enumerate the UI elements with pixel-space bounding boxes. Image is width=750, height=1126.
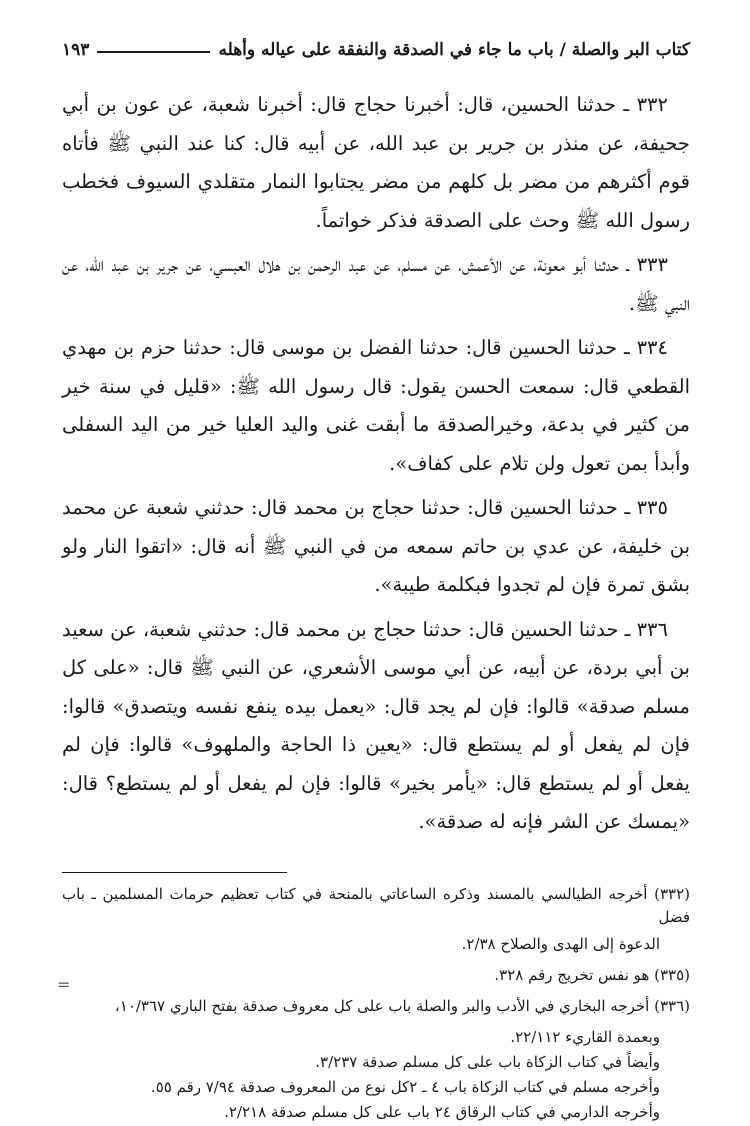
hadith-332: ٣٣٢ ـ حدثنا الحسين، قال: أخبرنا حجاج قال: أخبرنا شعبة، عن عون بن أبي جحيفة، عن منذر بن جرير بن عبد الله، عن أبيه قال: كنا عند النبي ﷺ فأتاه قوم أكثرهم من مضر بل كلهم من مضر يجتابوا النمار متقلدي السيوف فخطب رسول الله ﷺ وحث على الصدقة فذكر خواتماً. xyxy=(62,93,690,232)
margin-mark: = xyxy=(57,975,71,994)
running-header xyxy=(62,32,690,68)
hadith-335: ٣٣٥ ـ حدثنا الحسين قال: حدثنا حجاج بن محمد قال: حدثني شعبة عن محمد بن خليفة، عن عدي بن حاتم سمعه من في النبي ﷺ أنه قال: «اتقوا النار ولو بشق تمرة فإن لم تجدوا فبكلمة طيبة». xyxy=(62,496,690,596)
header-title: كتاب البر والصلة / باب ما جاء في الصدقة والنفقة على عياله وأهله xyxy=(218,40,690,60)
footnotes xyxy=(62,883,690,1124)
hadith-336: ٣٣٦ ـ حدثنا الحسين قال: حدثنا حجاج بن محمد قال: حدثني شعبة، عن سعيد بن أبي بردة، عن أبيه، عن أبي موسى الأشعري، عن النبي ﷺ قال: «على كل مسلم صدقة» قالوا: فإن لم يجد قال: «يعمل بيده ينفع نفسه ويتصدق» قالوا: فإن لم يفعل أو لم يستطع قال: «يعين ذا الحاجة والملهوف» قالوا: فإن لم يفعل أو لم يستطع قال: «يأمر بخير» قالوا: فإن لم يفعل أو لم يستطع؟ قال: «يمسك عن الشر فإنه له صدقة». xyxy=(62,617,690,833)
footnote-336-line-3: وأيضاً في كتاب الزكاة باب على كل مسلم صدقة ٣/٢٣٧. xyxy=(315,1052,660,1071)
book-page xyxy=(62,32,690,1126)
footnote-332: (٣٣٢) أخرجه الطيالسي بالمسند وذكره الساعاتي بالمنحة في كتاب تعظيم حرمات المسلمين ـ باب فضل xyxy=(62,884,690,926)
page-number: ١٩٣ xyxy=(62,40,90,60)
header-rule xyxy=(97,51,210,53)
footnote-336-line-4: وأخرجه مسلم في كتاب الزكاة باب ٤ ـ ٢كل نوع من المعروف صدقة ٧/٩٤ رقم ٥٥. xyxy=(150,1077,660,1096)
hadith-334: ٣٣٤ ـ حدثنا الحسين قال: حدثنا الفضل بن موسى قال: حدثنا حزم بن مهدي القطعي قال: سمعت الحسن يقول: قال رسول الله ﷺ: «قليل في سنة خير من كثير في بدعة، وخيرالصدقة ما أبقت غنى واليد العليا خير من اليد السفلى وأبدأ بمن تعول ولن تلام على كفاف». xyxy=(62,336,690,475)
footnote-336-line-5: وأخرجه الدارمي في كتاب الرقاق ٢٤ باب على كل مسلم صدقة ٢/٢١٨. xyxy=(224,1102,660,1121)
hadith-333: ٣٣٣ ـ حدثنا أبو معونة، عن الأعمش، عن مسلم، عن عبد الرحمن بن هلال العبسي، عن جرير بن عبد الله، عن النبي ﷺ. xyxy=(62,253,690,315)
footnote-336: (٣٣٦) أخرجه البخاري في الأدب والبر والصلة باب على كل معروف صدقة بفتح الباري ١٠/٣٦٧، xyxy=(114,996,690,1015)
footnote-332-continuation: الدعوة إلى الهدى والصلاح ٢/٣٨. xyxy=(461,934,660,953)
main-text xyxy=(62,86,690,842)
footnote-336-line-2: وبعمدة القاريء ٢٢/١١٢. xyxy=(510,1027,660,1046)
footnote-335: (٣٣٥) هو نفس تخريج رقم ٣٢٨. xyxy=(494,965,690,984)
footnote-separator xyxy=(62,872,287,873)
